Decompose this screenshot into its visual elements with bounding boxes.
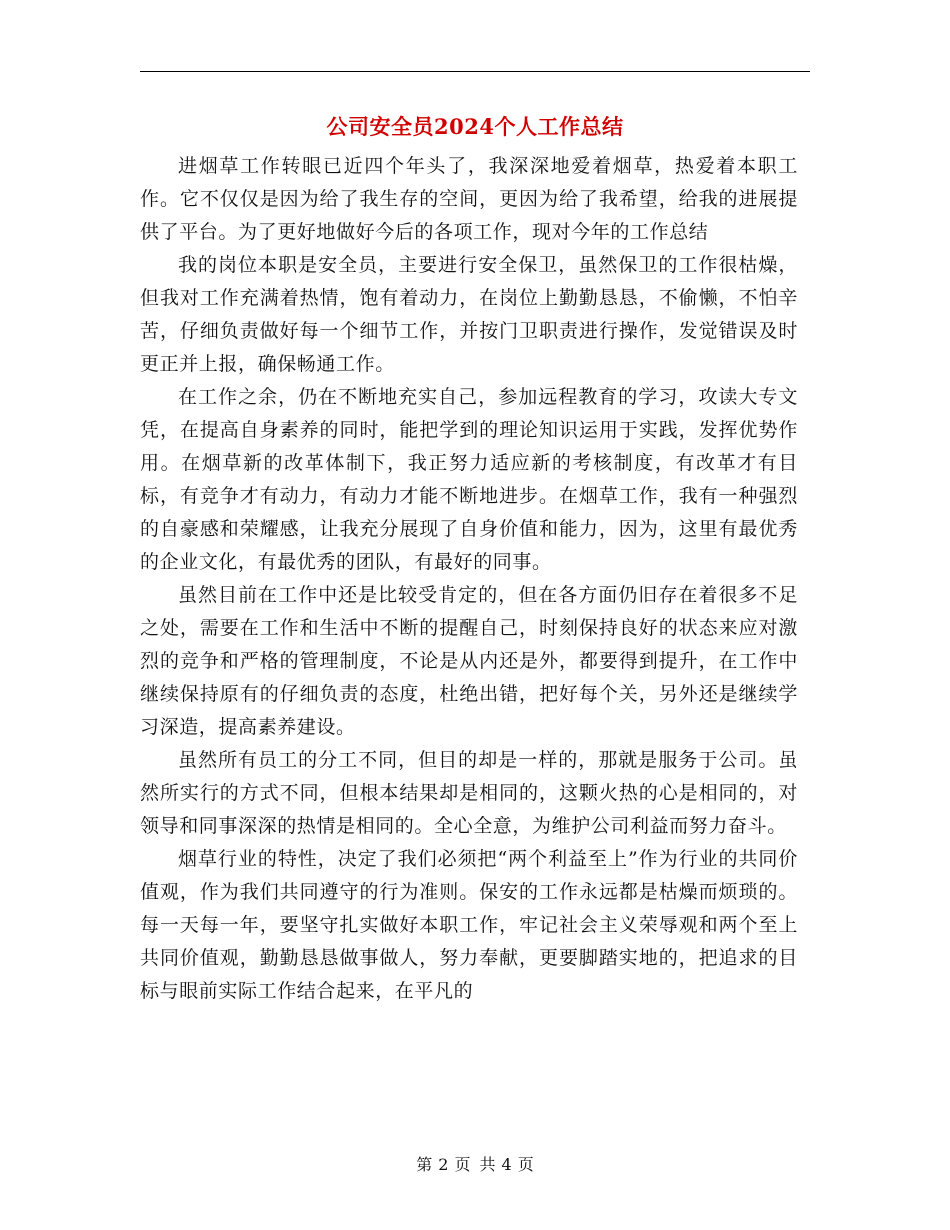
page-middle-text: 页 共 xyxy=(454,1155,496,1174)
document-title: 公司安全员2024个人工作总结 xyxy=(326,114,624,139)
header-rule xyxy=(140,71,810,72)
paragraph-values: 烟草行业的特性，决定了我们必须把“两个利益至上”作为行业的共同价值观，作为我们共同遵守的行为准则。保安的工作永远都是枯燥而烦琐的。每一天每一年，要坚守扎实做好本职工作，牢记社会主义荣辱观和两个至上共同价值观，勤勤恳恳做事做人，努力奉献，更要脚踏实地的，把追求的目标与眼前实际工作结合起来，在平凡的 xyxy=(140,848,798,1002)
page-current-number: 2 xyxy=(438,1155,449,1174)
paragraph-duties: 我的岗位本职是安全员，主要进行安全保卫，虽然保卫的工作很枯燥，但我对工作充满着热情，饱有着动力，在岗位上勤勤恳恳，不偷懒，不怕辛苦，仔细负责做好每一个细节工作，并按门卫职责进行操作，发觉错误及时更正并上报，确保畅通工作。 xyxy=(140,254,798,375)
paragraph-teamwork: 虽然所有员工的分工不同，但目的却是一样的，那就是服务于公司。虽然所实行的方式不同，但根本结果却是相同的，这颗火热的心是相同的，对领导和同事深深的热情是相同的。全心全意，为维护公司利益而努力奋斗。 xyxy=(140,749,798,837)
page-total-number: 4 xyxy=(501,1155,512,1174)
paragraph-study: 在工作之余，仍在不断地充实自己，参加远程教育的学习，攻读大专文凭，在提高自身素养的同时，能把学到的理论知识运用于实践，发挥优势作用。在烟草新的改革体制下，我正努力适应新的考核制度，有改革才有目标，有竞争才有动力，有动力才能不断地进步。在烟草工作，我有一种强烈的自豪感和荣耀感，让我充分展现了自身价值和能力，因为，这里有最优秀的企业文化，有最优秀的团队，有最好的同事。 xyxy=(140,386,798,573)
paragraph-shortcomings: 虽然目前在工作中还是比较受肯定的，但在各方面仍旧存在着很多不足之处，需要在工作和生活中不断的提醒自己，时刻保持良好的状态来应对激烈的竞争和严格的管理制度，不论是从内还是外，都要得到提升，在工作中继续保持原有的仔细负责的态度，杜绝出错，把好每个关，另外还是继续学习深造，提高素养建设。 xyxy=(140,584,798,738)
page-footer xyxy=(0,1153,950,1177)
paragraph-intro: 进烟草工作转眼已近四个年头了，我深深地爱着烟草，热爱着本职工作。它不仅仅是因为给了我生存的空间，更因为给了我希望，给我的进展提供了平台。为了更好地做好今后的各项工作，现对今年的工作总结 xyxy=(140,155,798,243)
page-prefix: 第 xyxy=(416,1155,433,1174)
page-suffix: 页 xyxy=(517,1155,534,1174)
document-body xyxy=(140,150,798,1008)
